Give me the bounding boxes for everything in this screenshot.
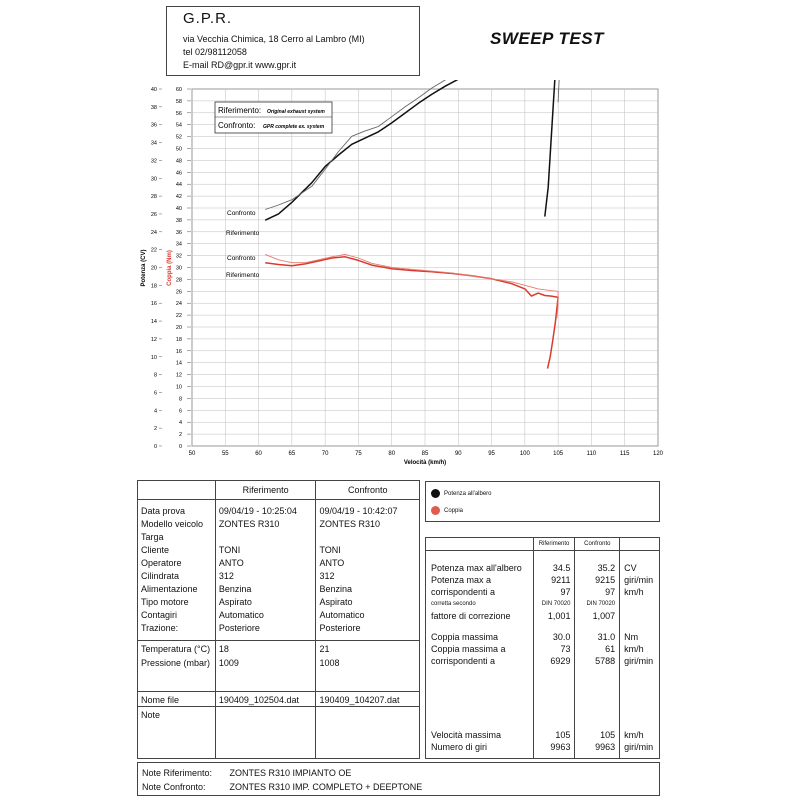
power-tick-label: 0 xyxy=(153,444,157,450)
page-title: SWEEP TEST xyxy=(490,29,604,48)
res-corr-label: corretta secondo xyxy=(431,600,476,607)
y-axis-label-power: Potenza (CV) xyxy=(141,249,147,287)
rif-modello: ZONTES R310 xyxy=(215,519,316,532)
res-row xyxy=(426,742,660,754)
torque-tick-label: 2 xyxy=(178,432,182,439)
torque-tick-label: 44 xyxy=(175,182,182,189)
power-tick-label: 16 xyxy=(150,301,157,308)
x-tick-label: 100 xyxy=(519,451,530,457)
res-fatt-rif: 1,001 xyxy=(533,611,575,623)
res-label: Potenza max a xyxy=(431,574,492,585)
res-corr-rif: DIN 70020 xyxy=(533,599,575,611)
torque-tick-label: 22 xyxy=(175,313,182,320)
res-row xyxy=(426,644,660,656)
label-cliente: Cliente xyxy=(141,544,170,555)
conf-data-prova: 09/04/19 - 10:42:07 xyxy=(316,506,420,519)
res-row xyxy=(426,632,660,644)
power-tick-label: 20 xyxy=(150,265,157,272)
power-tick-label: 18 xyxy=(150,283,157,290)
power-tick-label: 22 xyxy=(150,247,157,254)
res-label: Potenza max all'albero xyxy=(431,563,522,573)
y-axis-label-torque: Coppia (Nm) xyxy=(167,250,173,286)
power-tick-label: 4 xyxy=(153,408,157,415)
conf-nome-file: 190409_104207.dat xyxy=(316,692,420,707)
torque-tick-label: 60 xyxy=(175,87,182,93)
x-tick-label: 115 xyxy=(619,451,630,457)
torque-dot-icon xyxy=(431,506,440,515)
rif-nome-file: 190409_102504.dat xyxy=(215,692,316,707)
x-tick-label: 95 xyxy=(488,451,495,457)
res-unit: km/h xyxy=(620,587,660,599)
company-tel: tel 02/98112058 xyxy=(183,47,247,57)
company-name: G.P.R. xyxy=(183,10,233,27)
power-tick-label: 2 xyxy=(153,426,157,433)
rif-cilindrata: 312 xyxy=(215,571,316,584)
torque-tick-label: 58 xyxy=(175,98,182,105)
conf-trazione: Posteriore xyxy=(316,623,420,636)
res-unit: Nm xyxy=(620,632,660,644)
power-tick-label: 32 xyxy=(150,158,157,165)
res-row xyxy=(426,599,660,611)
res-label: Coppia massima a xyxy=(431,644,506,655)
company-email: E-mail RD@gpr.it www.gpr.it xyxy=(183,60,297,70)
torque-tick-label: 36 xyxy=(175,229,182,236)
power-tick-label: 8 xyxy=(153,372,157,379)
legend-power-label: Potenza all'albero xyxy=(444,491,492,497)
rif-pressione: 1009 xyxy=(215,658,316,671)
company-address: via Vecchia Chimica, 18 Cerro al Lambro (MI) xyxy=(183,34,365,44)
power-tick-label: 30 xyxy=(150,176,157,183)
res-fatt-conf: 1,007 xyxy=(575,611,620,623)
legend-riferimento-value: Original exhaust system xyxy=(267,109,325,115)
torque-tick-label: 32 xyxy=(175,253,182,260)
note-conf-value: ZONTES R310 IMP. COMPLETO + DEEPTONE xyxy=(229,782,423,793)
rif-contagiri: Automatico xyxy=(215,610,316,623)
power-tick-label: 26 xyxy=(150,211,157,218)
torque-tick-label: 14 xyxy=(175,360,182,367)
res-rif: 30.0 xyxy=(533,632,575,644)
res-rif: 9963 xyxy=(533,742,575,754)
rif-tipo-motore: Aspirato xyxy=(215,597,316,610)
torque-tick-label: 54 xyxy=(175,122,182,129)
res-row xyxy=(426,730,660,742)
res-col-conf: Confronto xyxy=(575,538,620,551)
conf-operatore: ANTO xyxy=(316,558,420,571)
note-rif-label: Note Riferimento: xyxy=(142,768,213,778)
res-unit: km/h xyxy=(620,644,660,656)
res-conf: 5788 xyxy=(575,656,620,668)
label-targa: Targa xyxy=(141,531,164,542)
rif-operatore: ANTO xyxy=(215,558,316,571)
torque-tick-label: 48 xyxy=(175,158,182,165)
conf-targa xyxy=(316,532,420,545)
power-tick-label: 28 xyxy=(150,194,157,201)
power-tick-label: 34 xyxy=(150,140,157,147)
x-tick-label: 60 xyxy=(255,451,262,457)
label-data-prova: Data prova xyxy=(141,506,186,516)
torque-tick-label: 16 xyxy=(175,348,182,355)
torque-tick-label: 46 xyxy=(175,170,182,177)
res-conf: 35.2 xyxy=(575,563,620,575)
res-conf: 9963 xyxy=(575,742,620,754)
notes-table xyxy=(137,762,660,796)
torque-tick-label: 6 xyxy=(178,408,182,415)
x-axis-label: Velocità (km/h) xyxy=(403,460,447,466)
rif-trazione: Posteriore xyxy=(215,623,316,636)
res-conf: 105 xyxy=(575,730,620,742)
res-label: Velocità massima xyxy=(431,730,502,741)
rif-data-prova: 09/04/19 - 10:25:04 xyxy=(215,506,316,519)
legend-confronto-label: Confronto: xyxy=(218,121,256,130)
x-tick-label: 120 xyxy=(652,451,664,457)
x-tick-label: 55 xyxy=(221,451,229,457)
info-col-conf: Confronto xyxy=(316,481,420,500)
note-conf-label: Note Confronto: xyxy=(142,782,206,793)
res-rif: 34.5 xyxy=(533,563,575,575)
x-tick-label: 50 xyxy=(188,451,196,457)
power-tick-label: 6 xyxy=(153,390,157,397)
torque-tick-label: 50 xyxy=(175,146,182,153)
curve-label-power-confronto: Confronto xyxy=(227,210,256,217)
label-nome-file: Nome file xyxy=(138,692,216,707)
x-tick-label: 70 xyxy=(321,451,329,457)
torque-tick-label: 18 xyxy=(175,336,182,343)
info-col-rif: Riferimento xyxy=(215,481,316,500)
power-tick-label: 14 xyxy=(150,319,157,326)
conf-temperatura: 21 xyxy=(316,640,420,658)
power-tick-label: 40 xyxy=(150,87,157,93)
conf-cilindrata: 312 xyxy=(316,571,420,584)
res-unit: giri/min xyxy=(620,575,660,587)
res-conf: 97 xyxy=(575,587,620,599)
res-row xyxy=(426,611,660,623)
torque-tick-label: 26 xyxy=(175,289,182,296)
torque-tick-label: 8 xyxy=(178,396,182,403)
curve-label-power-riferimento: Riferimento xyxy=(226,230,260,237)
res-row xyxy=(426,656,660,668)
res-rif: 105 xyxy=(533,730,575,742)
label-pressione: Pressione (mbar) xyxy=(141,657,211,668)
conf-tipo-motore: Aspirato xyxy=(316,597,420,610)
rif-cliente: TONI xyxy=(215,545,316,558)
power-tick-label: 12 xyxy=(150,336,157,343)
x-tick-label: 80 xyxy=(388,451,396,457)
res-row xyxy=(426,587,660,599)
power-tick-label: 38 xyxy=(150,104,157,111)
legend-torque-label: Coppia xyxy=(444,508,464,514)
x-tick-label: 85 xyxy=(421,451,429,457)
conf-pressione: 1008 xyxy=(316,658,420,671)
power-tick-label: 36 xyxy=(150,122,157,129)
x-tick-label: 90 xyxy=(454,451,462,457)
torque-tick-label: 24 xyxy=(175,301,182,308)
x-tick-label: 75 xyxy=(355,451,362,457)
torque-tick-label: 34 xyxy=(175,241,182,248)
conf-cliente: TONI xyxy=(316,545,420,558)
res-unit: giri/min xyxy=(620,656,660,668)
res-corr-conf: DIN 70020 xyxy=(575,599,620,611)
res-unit: km/h xyxy=(620,730,660,742)
res-rif: 73 xyxy=(533,644,575,656)
torque-tick-label: 28 xyxy=(175,277,182,284)
x-tick-label: 65 xyxy=(288,451,296,457)
res-rif: 6929 xyxy=(533,656,575,668)
res-rif: 9211 xyxy=(533,575,575,587)
label-modello: Modello veicolo xyxy=(141,518,204,529)
torque-tick-label: 42 xyxy=(175,194,182,201)
res-conf: 9215 xyxy=(575,575,620,587)
torque-tick-label: 0 xyxy=(178,444,182,450)
torque-tick-label: 12 xyxy=(175,372,182,379)
res-label: Numero di giri xyxy=(431,742,488,753)
torque-tick-label: 20 xyxy=(175,325,182,331)
res-row xyxy=(426,563,660,575)
x-tick-label: 110 xyxy=(586,451,597,457)
conf-alimentazione: Benzina xyxy=(316,584,420,597)
note-rif-value: ZONTES R310 IMPIANTO OE xyxy=(229,768,352,778)
torque-tick-label: 10 xyxy=(175,384,182,391)
label-temperatura: Temperatura (°C) xyxy=(138,640,216,658)
rif-temperatura: 18 xyxy=(215,640,316,658)
curve-label-torque-confronto: Confronto xyxy=(227,255,256,262)
torque-tick-label: 4 xyxy=(178,420,182,427)
power-tick-label: 24 xyxy=(150,229,157,236)
res-col-rif: Riferimento xyxy=(533,538,575,551)
series-legend xyxy=(425,481,660,522)
res-unit: CV xyxy=(620,563,660,575)
label-cilindrata: Cilindrata xyxy=(141,570,180,581)
torque-tick-label: 56 xyxy=(175,110,182,117)
dyno-chart xyxy=(0,80,800,480)
conf-contagiri: Automatico xyxy=(316,610,420,623)
torque-tick-label: 30 xyxy=(175,265,182,272)
rif-alimentazione: Benzina xyxy=(215,584,316,597)
res-conf: 61 xyxy=(575,644,620,656)
torque-tick-label: 38 xyxy=(175,217,182,224)
label-contagiri: Contagiri xyxy=(141,609,178,620)
res-fatt-label: fattore di correzione xyxy=(431,610,511,621)
legend-riferimento-label: Riferimento: xyxy=(218,106,262,115)
rif-targa xyxy=(215,532,316,545)
label-tipo-motore: Tipo motore xyxy=(141,596,189,607)
torque-tick-label: 52 xyxy=(175,134,182,141)
label-note: Note xyxy=(138,707,216,759)
res-row xyxy=(426,575,660,587)
res-conf: 31.0 xyxy=(575,632,620,644)
power-dot-icon xyxy=(431,489,440,498)
res-label: corrispondenti a xyxy=(431,656,496,667)
res-label: corrispondenti a xyxy=(431,586,496,597)
res-unit: giri/min xyxy=(620,742,660,754)
power-tick-label: 10 xyxy=(150,354,157,361)
label-alimentazione: Alimentazione xyxy=(141,583,198,594)
res-label: Coppia massima xyxy=(431,632,499,643)
label-operatore: Operatore xyxy=(141,557,182,568)
curve-label-torque-riferimento: Riferimento xyxy=(226,272,260,279)
conf-modello: ZONTES R310 xyxy=(316,519,420,532)
res-rif: 97 xyxy=(533,587,575,599)
label-trazione: Trazione: xyxy=(141,622,179,633)
results-table xyxy=(425,537,660,759)
torque-tick-label: 40 xyxy=(175,206,182,212)
test-info-table xyxy=(137,480,420,759)
x-tick-label: 105 xyxy=(553,451,564,457)
legend-confronto-value: GPR complete ex. system xyxy=(263,124,325,130)
